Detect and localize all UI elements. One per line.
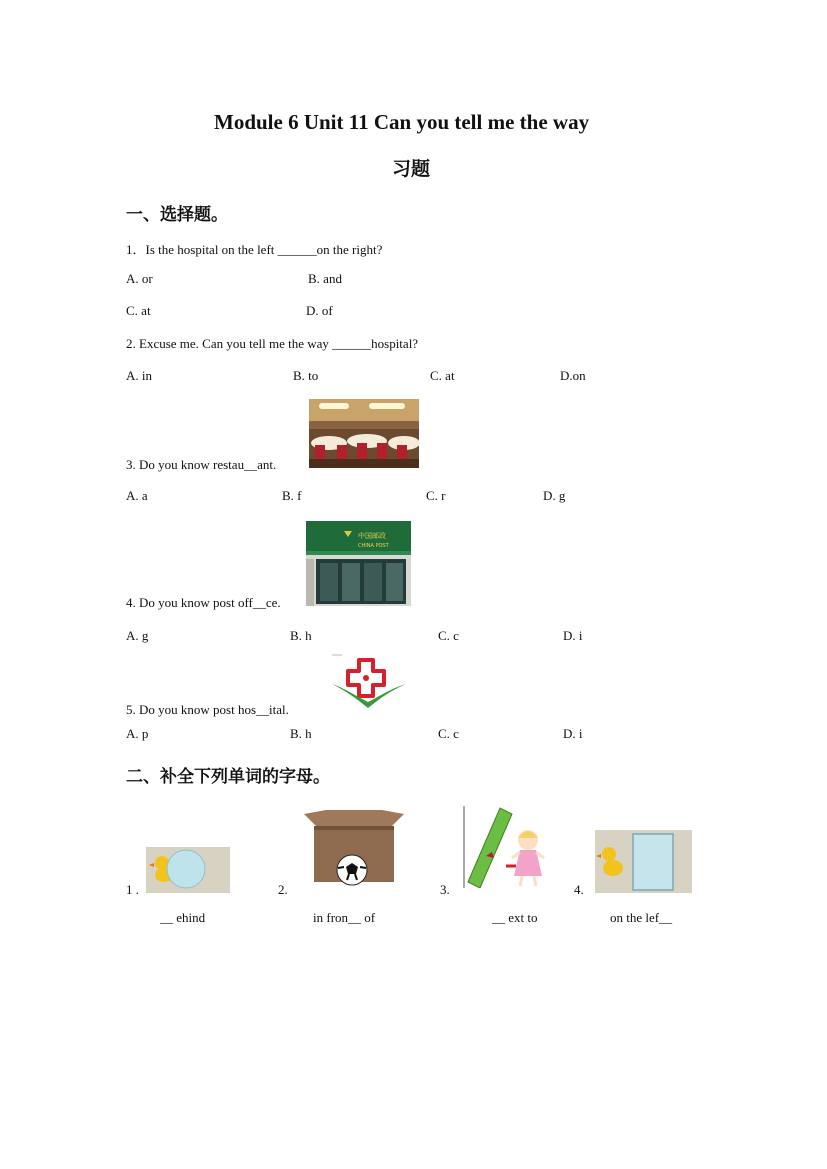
question-3: 3. Do you know restau__ant.: [126, 457, 277, 472]
item-1-word: __ ehind: [160, 910, 206, 925]
hospital-cross-logo: [330, 654, 408, 712]
q2-option-c: C. at: [430, 368, 455, 383]
post-office-sign-en: CHINA POST: [358, 543, 389, 549]
item-3-word: __ ext to: [492, 910, 538, 925]
item-4-number: 4.: [574, 882, 584, 897]
q4-option-a: A. g: [126, 628, 149, 643]
question-5: 5. Do you know post hos__ital.: [126, 702, 289, 717]
q1-option-d: D. of: [306, 303, 333, 318]
item-2-number: 2.: [278, 882, 288, 897]
section-heading-2: 二、补全下列单词的字母。: [126, 767, 330, 787]
post-office-sign-cn: 中国邮政: [358, 532, 386, 540]
q5-option-d: D. i: [563, 726, 583, 741]
question-2: 2. Excuse me. Can you tell me the way ______hospital?: [126, 336, 419, 351]
q4-option-b: B. h: [290, 628, 312, 643]
q5-option-b: B. h: [290, 726, 312, 741]
q4-option-d: D. i: [563, 628, 583, 643]
q4-option-c: C. c: [438, 628, 459, 643]
q1-option-a: A. or: [126, 271, 153, 286]
q3-option-a: A. a: [126, 488, 148, 503]
girl-next-to-ruler-picture: [462, 806, 550, 888]
duck-behind-ball-picture: [146, 847, 230, 893]
q5-option-a: A. p: [126, 726, 149, 741]
q2-option-b: B. to: [293, 368, 319, 383]
item-4-word: on the lef__: [610, 910, 673, 925]
question-4: 4. Do you know post off__ce.: [126, 595, 281, 610]
duck-on-left-picture: [595, 830, 692, 893]
page-subtitle: 习题: [392, 158, 431, 180]
item-1-number: 1 .: [126, 882, 139, 897]
section-heading-1: 一、选择题。: [126, 205, 228, 225]
q1-option-c: C. at: [126, 303, 151, 318]
q3-option-d: D. g: [543, 488, 566, 503]
post-office-photo: [306, 521, 411, 606]
question-1: 1．Is the hospital on the left ______on the right?: [126, 242, 383, 257]
item-3-number: 3.: [440, 882, 450, 897]
q2-option-d: D.on: [560, 368, 586, 383]
q2-option-a: A. in: [126, 368, 152, 383]
item-2-word: in fron__ of: [313, 910, 376, 925]
restaurant-photo: [309, 399, 419, 468]
page-title: Module 6 Unit 11 Can you tell me the way: [214, 110, 590, 134]
q3-option-c: C. r: [426, 488, 446, 503]
q3-option-b: B. f: [282, 488, 302, 503]
q5-option-c: C. c: [438, 726, 459, 741]
q1-option-b: B. and: [308, 271, 342, 286]
ball-in-front-of-box-picture: [302, 810, 406, 886]
